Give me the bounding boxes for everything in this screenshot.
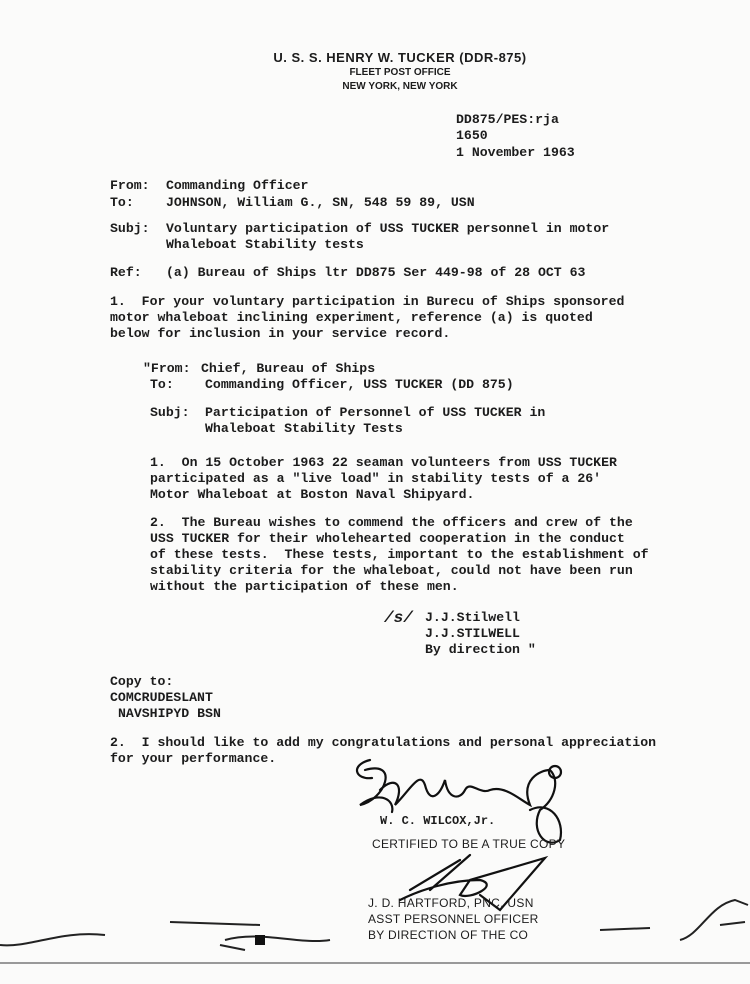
certification-text: CERTIFIED TO BE A TRUE COPY (372, 837, 566, 851)
quoted-para-line: USS TUCKER for their wholehearted cooperation in the conduct (150, 531, 625, 546)
quoted-subj: Participation of Personnel of USS TUCKER in (205, 405, 546, 420)
para-line: below for inclusion in your service record. (110, 326, 451, 341)
subj-label: Subj: (110, 221, 150, 236)
copy-to-item: COMCRUDESLANT (110, 690, 213, 705)
subj-line: Whaleboat Stability tests (166, 237, 364, 252)
from-value: Commanding Officer (166, 178, 309, 193)
quoted-para-line: 2. The Bureau wishes to commend the officers and crew of the (150, 515, 633, 530)
quoted-para-line: stability criteria for the whaleboat, could not have been run (150, 563, 633, 578)
quoted-para-line: of these tests. These tests, important to the establishment of (150, 547, 649, 562)
para-line: 1. For your voluntary participation in Burecu of Ships sponsored (110, 294, 625, 309)
file-code: DD875/PES:rja (456, 112, 559, 127)
ref-label: Ref: (110, 265, 142, 280)
quoted-to-label: To: (150, 377, 174, 392)
to-value: JOHNSON, William G., SN, 548 59 89, USN (166, 195, 475, 210)
from-label: From: (110, 178, 150, 193)
copy-to-label: Copy to: (110, 674, 174, 689)
quoted-to: Commanding Officer, USS TUCKER (DD 875) (205, 377, 514, 392)
quoted-para-line: without the participation of these men. (150, 579, 459, 594)
para-line: motor whaleboat inclining experiment, reference (a) is quoted (110, 310, 593, 325)
letterhead-ship: U. S. S. HENRY W. TUCKER (DDR-875) (273, 50, 527, 65)
letterhead-line3: NEW YORK, NEW YORK (342, 81, 458, 92)
ref-value: (a) Bureau of Ships ltr DD875 Ser 449-98 of 28 OCT 63 (166, 265, 586, 280)
quoted-from: Chief, Bureau of Ships (201, 361, 376, 376)
quoted-signature: By direction " (425, 642, 536, 657)
quoted-para-line: 1. On 15 October 1963 22 seaman volunteers from USS TUCKER (150, 455, 617, 470)
certifier-title: ASST PERSONNEL OFFICER (368, 912, 539, 926)
certifier-authority: BY DIRECTION OF THE CO (368, 928, 529, 942)
quoted-from-label: "From: (143, 361, 191, 376)
para-line: for your performance. (110, 751, 277, 766)
letter-date: 1 November 1963 (456, 145, 575, 160)
quoted-para-line: Motor Whaleboat at Boston Naval Shipyard. (150, 487, 475, 502)
quoted-subj: Whaleboat Stability Tests (205, 421, 403, 436)
subj-line: Voluntary participation of USS TUCKER personnel in motor (166, 221, 610, 236)
certifier-name: J. D. HARTFORD, PNC, USN (368, 896, 534, 910)
quoted-signature: J.J.STILWELL (425, 626, 520, 641)
quoted-subj-label: Subj: (150, 405, 190, 420)
to-label: To: (110, 195, 134, 210)
quoted-para-line: participated as a "live load" in stability tests of a 26' (150, 471, 602, 486)
para-line: 2. I should like to add my congratulations and personal appreciation (110, 735, 657, 750)
copy-to-item: NAVSHIPYD BSN (118, 706, 221, 721)
signer-name: W. C. WILCOX,Jr. (380, 814, 496, 828)
quoted-signature: J.J.Stilwell (425, 610, 520, 625)
signature-mark: /s/ (384, 609, 413, 627)
serial-number: 1650 (456, 128, 488, 143)
letterhead-line2: FLEET POST OFFICE (349, 67, 451, 78)
